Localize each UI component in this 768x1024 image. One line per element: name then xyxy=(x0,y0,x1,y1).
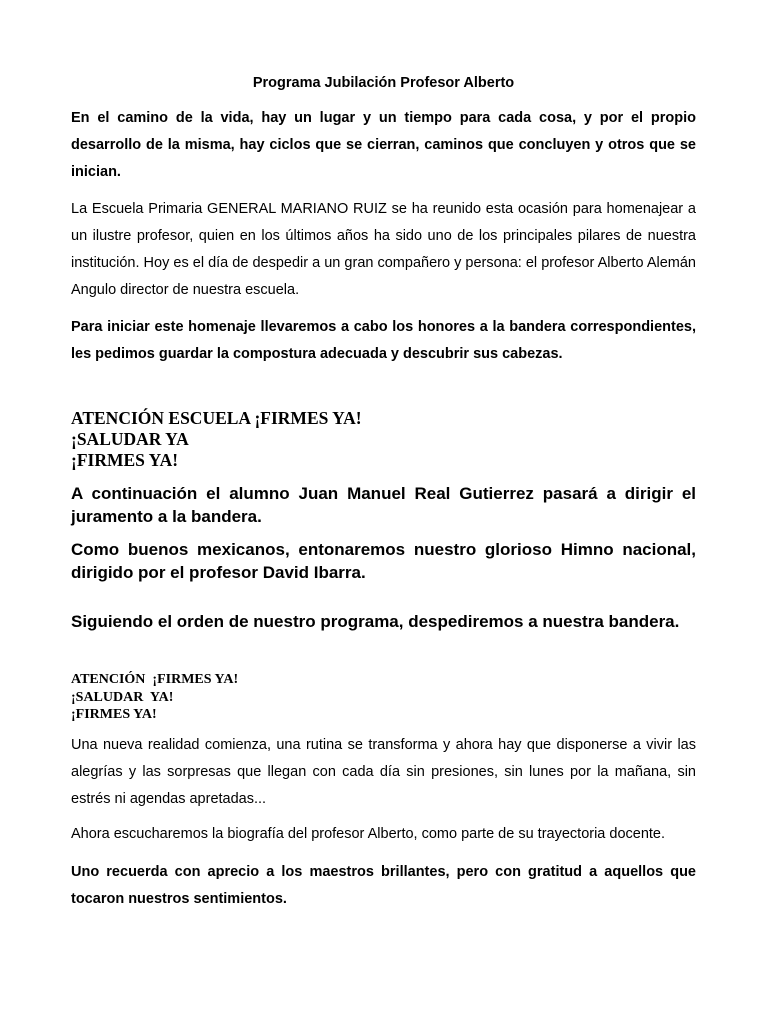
paragraph-anthem: Como buenos mexicanos, entonaremos nuestro glorioso Himno nacional, dirigido por el profesor David Ibarra. xyxy=(71,540,696,582)
command-block-2 xyxy=(71,671,696,724)
command-line: ¡SALUDAR YA! xyxy=(71,689,174,705)
paragraph-oath: A continuación el alumno Juan Manuel Real Gutierrez pasará a dirigir el juramento a la bandera. xyxy=(71,484,696,526)
paragraph-intro: En el camino de la vida, hay un lugar y un tiempo para cada cosa, y por el propio desarrollo de la misma, hay ciclos que se cierran, caminos que concluyen y otros que se inician. xyxy=(71,110,696,180)
paragraph-biography: Ahora escucharemos la biografía del profesor Alberto, como parte de su trayectoria docente. xyxy=(71,826,666,842)
paragraph-flag-farewell: Siguiendo el orden de nuestro programa, despediremos a nuestra bandera. xyxy=(71,612,680,631)
paragraph-gratitude: Uno recuerda con aprecio a los maestros brillantes, pero con gratitud a aquellos que tocaron nuestros sentimientos. xyxy=(71,864,696,907)
command-line: ¡FIRMES YA! xyxy=(71,450,179,470)
command-line: ATENCIÓN ESCUELA ¡FIRMES YA! xyxy=(71,408,362,428)
document-title: Programa Jubilación Profesor Alberto xyxy=(252,75,515,91)
paragraph-new-reality: Una nueva realidad comienza, una rutina se transforma y ahora hay que disponerse a vivir las alegrías y las sorpresas que llegan con cada día sin presiones, sin lunes por la mañana, sin estrés ni agendas apretadas... xyxy=(71,737,696,807)
paragraph-school: La Escuela Primaria GENERAL MARIANO RUIZ se ha reunido esta ocasión para homenajear a un ilustre profesor, quien en los últimos años ha sido uno de los principales pilares de nuestra institución. Hoy es el día de despedir a un gran compañero y persona: el profesor Alberto Alemán Angulo director de nuestra escuela. xyxy=(71,201,696,298)
paragraph-honors: Para iniciar este homenaje llevaremos a cabo los honores a la bandera correspondientes, les pedimos guardar la compostura adecuada y descubrir sus cabezas. xyxy=(71,319,696,362)
command-block-1 xyxy=(71,408,696,471)
command-line: ATENCIÓN ¡FIRMES YA! xyxy=(71,672,239,687)
command-line: ¡SALUDAR YA xyxy=(71,429,189,449)
command-line: ¡FIRMES YA! xyxy=(71,707,157,722)
